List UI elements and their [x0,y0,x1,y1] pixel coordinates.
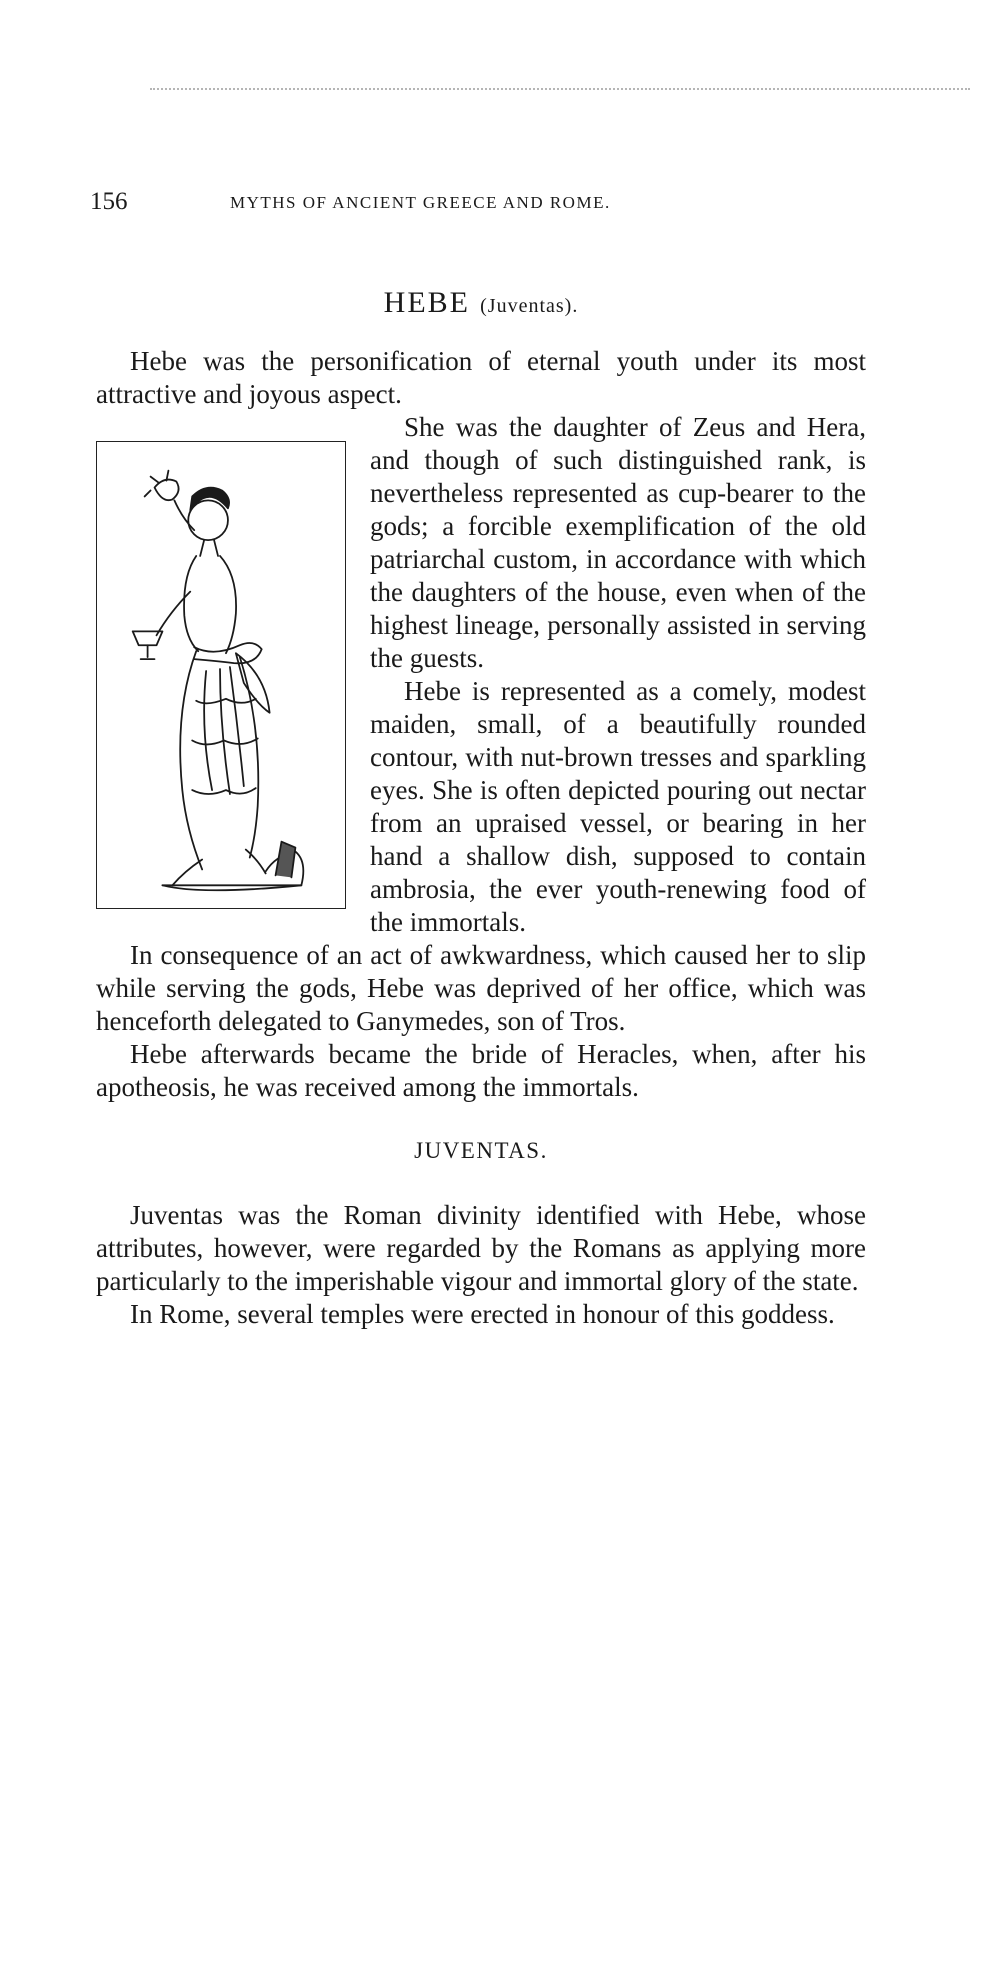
hebe-statue-icon [97,442,345,908]
paragraph: Hebe is represented as a comely, modest maiden, small, of a beautifully rounded contour, with nut-brown tresses and sparkling eyes. She is often depicted pouring out nectar from an upraised vessel, or bearing in her hand a shallow dish, supposed to contain ambrosia, the ever youth-renewing food of the immortals. [370,676,866,937]
paragraph: Juventas was the Roman divinity identified with Hebe, whose attributes, however, were regarded by the Romans as applying more particularly to the imperishable vigour and immortal glory of the state. [96,1200,866,1296]
page-number: 156 [90,188,128,215]
page-body [96,282,866,1331]
title-hebe-subtitle: (Juventas). [480,295,579,317]
section-title-juventas: JUVENTAS. [414,1138,548,1163]
paragraph: In consequence of an act of awkwardness, which caused her to slip while serving the gods, Hebe was deprived of her office, which was henceforth delegated to Ganymedes, son of Tros. [96,940,866,1036]
scan-artifact-line [150,88,970,94]
title-hebe: HEBE [383,286,470,319]
paragraph: She was the daughter of Zeus and Hera, and though of such distinguished rank, is nevertheless represented as cup-bearer to the gods; a forcible exemplification of the old patriarchal custom, in accordance with which the daughters of the house, even when of the highest lineage, personally assisted in serving the guests. [370,412,866,673]
paragraph: In Rome, several temples were erected in honour of this goddess. [130,1299,835,1329]
paragraph: Hebe afterwards became the bride of Heracles, when, after his apotheosis, he was received among the immortals. [96,1039,866,1102]
running-head: MYTHS OF ANCIENT GREECE AND ROME. [230,193,611,212]
section-title-hebe [96,282,866,323]
paragraph: Hebe was the personification of eternal youth under its most attractive and joyous aspect. [96,346,866,409]
page-header [90,188,880,218]
hebe-figure [96,441,346,909]
